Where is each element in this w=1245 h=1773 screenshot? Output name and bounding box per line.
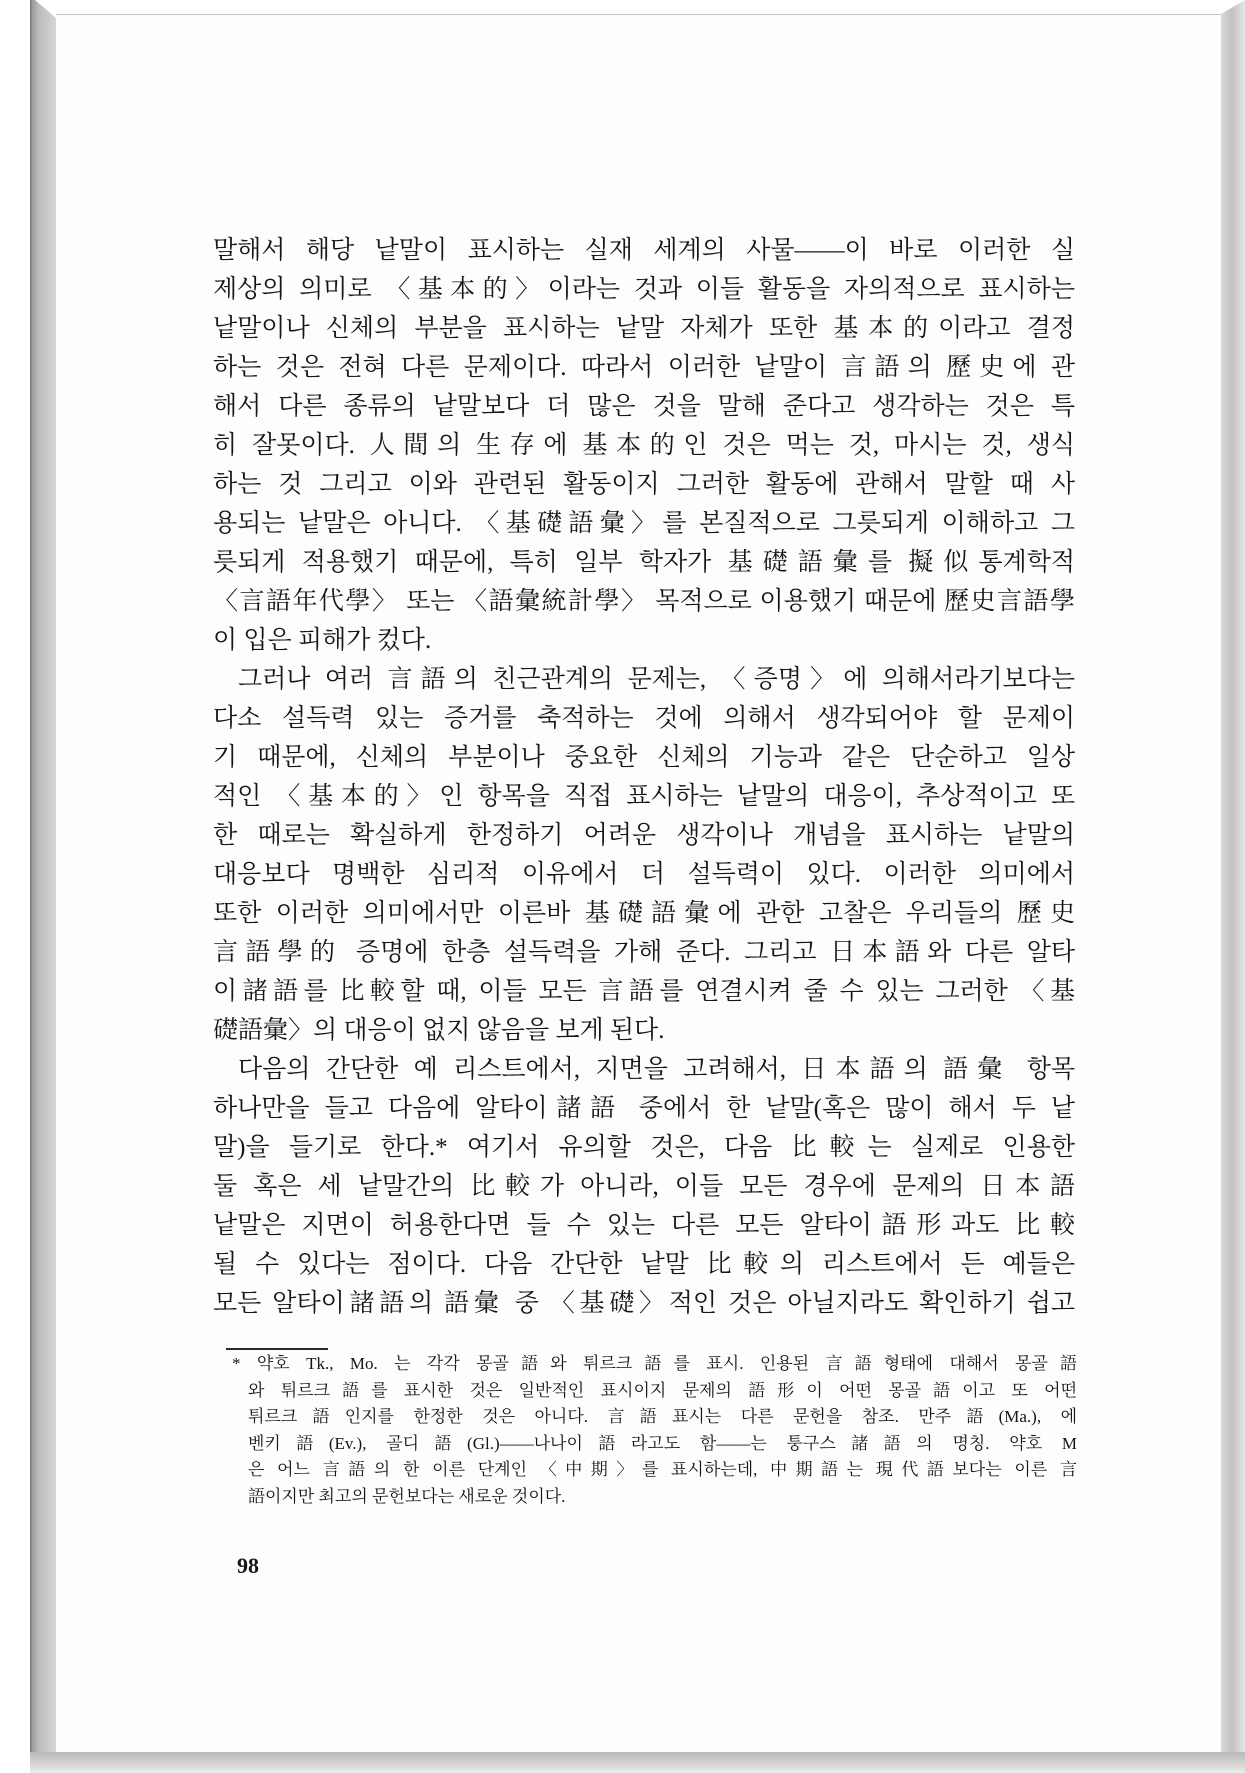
body-text-line: 낱말은 지면이 허용한다면 들 수 있는 다른 모든 알타이語形과도 比較 [213, 1212, 1075, 1239]
paragraph [213, 231, 1075, 660]
body-text-line: 적인 〈基本的〉인 항목을 직접 표시하는 낱말의 대응이, 추상적이고 또 [213, 783, 1075, 810]
body-text-line: 〈言語年代學〉 또는 〈語彙統計學〉 목적으로 이용했기 때문에 歷史言語學 [213, 588, 1075, 615]
body-text-line: 이 입은 피해가 컸다. [213, 627, 432, 654]
body-text-line: 言語學的 증명에 한층 설득력을 가해 준다. 그리고 日本語와 다른 알타 [213, 939, 1075, 966]
body-text-line: 해서 다른 종류의 낱말보다 더 많은 것을 말해 준다고 생각하는 것은 특 [213, 393, 1075, 420]
footnote-line: 벤키語(Ev.), 골디語(Gl.)——나나이語라고도 함——는 퉁구스諸語의 명칭. 약호 M [248, 1433, 1077, 1453]
footnote [232, 1351, 1077, 1510]
body-text-line: 다소 설득력 있는 증거를 축적하는 것에 의해서 생각되어야 할 문제이 [213, 705, 1075, 732]
body-text-line: 될 수 있다는 점이다. 다음 간단한 낱말 比較의 리스트에서 든 예들은 [213, 1251, 1075, 1278]
body-text-line: 둘 혹은 세 낱말간의 比較가 아니라, 이들 모든 경우에 문제의 日本語 [213, 1173, 1075, 1200]
paragraph [213, 660, 1075, 1050]
body-text-line: 말해서 해당 낱말이 표시하는 실재 세계의 사물——이 바로 이러한 실 [213, 237, 1075, 264]
body-text-line: 한 때로는 확실하게 한정하기 어려운 생각이나 개념을 표시하는 낱말의 [213, 822, 1075, 849]
body-text-line: 릇되게 적용했기 때문에, 특히 일부 학자가 基礎語彙를 擬似통계학적 [213, 549, 1075, 576]
body-text-line: 하는 것 그리고 이와 관련된 활동이지 그러한 활동에 관해서 말할 때 사 [213, 471, 1075, 498]
footnote-line: 와 튀르크語를 표시한 것은 일반적인 표시이지 문제의 語形이 어떤 몽골語이고 또 어떤 [248, 1380, 1077, 1400]
body-text-line: 다음의 간단한 예 리스트에서, 지면을 고려해서, 日本語의 語彙 항목 [238, 1056, 1075, 1083]
footnote-rule [226, 1348, 328, 1350]
body-text-line: 낱말이나 신체의 부분을 표시하는 낱말 자체가 또한 基本的이라고 결정 [213, 315, 1075, 342]
footnote-line: * 약호 Tk., Mo. 는 각각 몽골語와 튀르크語를 표시. 인용된 言語형태에 대해서 몽골語 [232, 1354, 1077, 1373]
footnote-line: 튀르크語인지를 한정한 것은 아니다. 言語표시는 다른 문헌을 참조. 만주語(Ma.), 에 [248, 1407, 1077, 1426]
paragraph [213, 1050, 1075, 1323]
body-text-line: 히 잘못이다. 人間의 生存에 基本的인 것은 먹는 것, 마시는 것, 생식 [213, 432, 1075, 459]
body-text-line: 또한 이러한 의미에서만 이른바 基礎語彙에 관한 고찰은 우리들의 歷史 [213, 900, 1075, 927]
body-text-line: 礎語彙〉의 대응이 없지 않음을 보게 된다. [213, 1017, 665, 1044]
footnote-line: 은 어느 言語의 한 이른 단계인 〈中期〉를 표시하는데, 中期語는 現代語보다는 이른 言 [248, 1460, 1077, 1479]
body-text-line: 하는 것은 전혀 다른 문제이다. 따라서 이러한 낱말이 言語의 歷史에 관 [213, 354, 1075, 381]
body-text-line: 그러나 여러 言語의 친근관계의 문제는, 〈증명〉에 의해서라기보다는 [238, 666, 1075, 693]
body-text-line: 하나만을 들고 다음에 알타이諸語 중에서 한 낱말(혹은 많이 해서 두 낱 [213, 1095, 1075, 1122]
body-text-line: 대응보다 명백한 심리적 이유에서 더 설득력이 있다. 이러한 의미에서 [213, 861, 1075, 888]
page-number: 98 [237, 1553, 259, 1578]
body-text-line: 기 때문에, 신체의 부분이나 중요한 신체의 기능과 같은 단순하고 일상 [213, 744, 1075, 771]
body-text-line: 말)을 들기로 한다.* 여기서 유의할 것은, 다음 比較는 실제로 인용한 [213, 1134, 1075, 1161]
page-edge-bottom [30, 1752, 1245, 1773]
body-text-line: 이諸語를 比較할 때, 이들 모든 言語를 연결시켜 줄 수 있는 그러한 〈基 [213, 978, 1075, 1005]
page-edge-left [30, 0, 56, 1773]
body-text [213, 231, 1075, 1323]
body-text-line: 용되는 낱말은 아니다. 〈基礎語彙〉를 본질적으로 그릇되게 이해하고 그 [213, 510, 1075, 537]
footnote-line: 語이지만 최고의 문헌보다는 새로운 것이다. [248, 1486, 566, 1506]
body-text-line: 모든 알타이諸語의 語彙 중 〈基礎〉적인 것은 아닐지라도 확인하기 쉽고 [213, 1290, 1075, 1317]
page-edge-right [1221, 0, 1245, 1773]
body-text-line: 제상의 의미로 〈基本的〉이라는 것과 이들 활동을 자의적으로 표시하는 [213, 276, 1075, 303]
